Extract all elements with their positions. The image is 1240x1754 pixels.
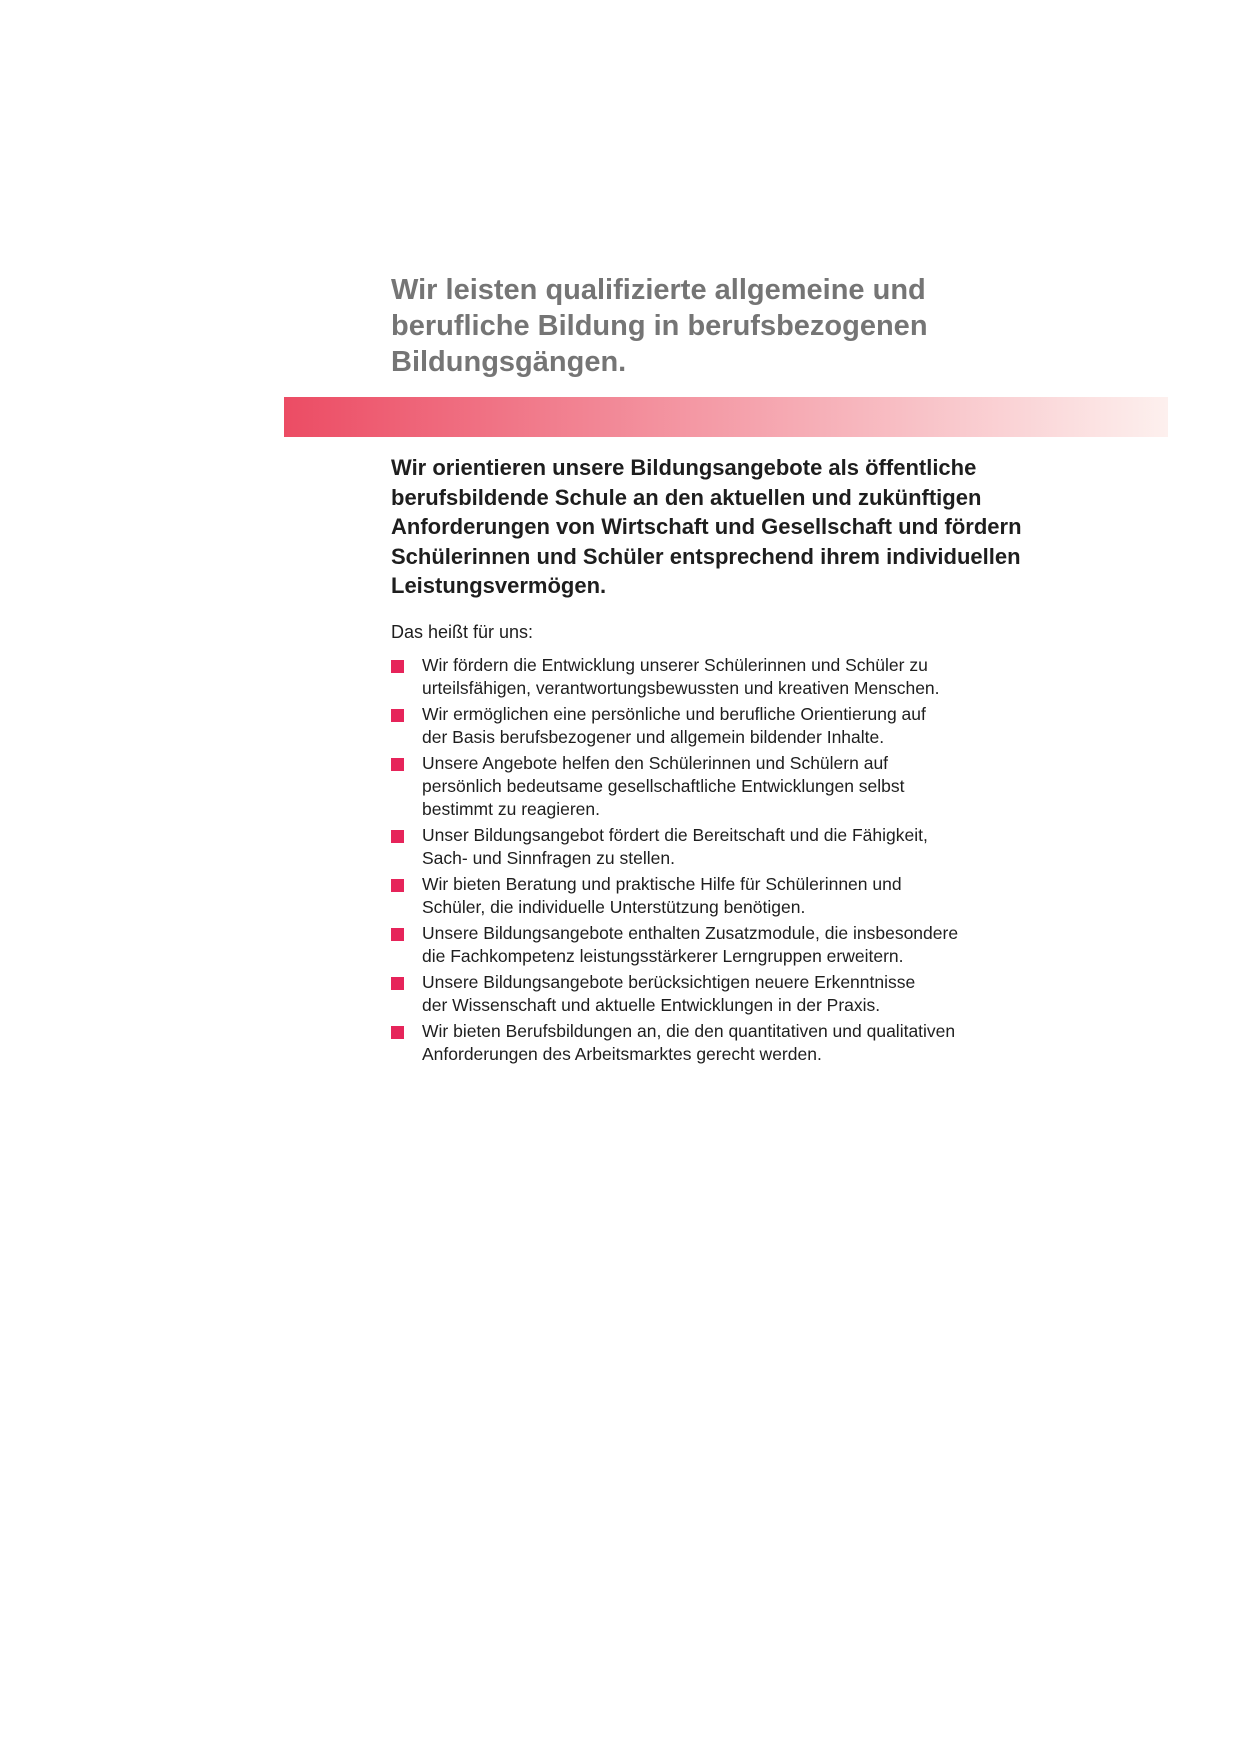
list-item-line: Schüler, die individuelle Unterstützung benötigen.	[422, 897, 806, 917]
list-item-line: Wir bieten Berufsbildungen an, die den quantitativen und qualitativen	[422, 1021, 956, 1041]
list-item-line: Unsere Angebote helfen den Schülerinnen und Schülern auf	[422, 753, 889, 773]
list-item	[391, 873, 1031, 919]
list-item-line: Wir bieten Beratung und praktische Hilfe für Schülerinnen und	[422, 874, 902, 894]
list-item-line: Unser Bildungsangebot fördert die Bereitschaft und die Fähigkeit,	[422, 825, 928, 845]
page-heading	[391, 272, 991, 380]
square-bullet-icon	[391, 709, 404, 722]
square-bullet-icon	[391, 879, 404, 892]
square-bullet-icon	[391, 977, 404, 990]
list-item-line: die Fachkompetenz leistungsstärkerer Lerngruppen erweitern.	[422, 946, 904, 966]
list-item	[391, 922, 1031, 968]
lead-line: berufsbildende Schule an den aktuellen und zukünftigen	[391, 484, 982, 510]
bullet-list	[391, 654, 1031, 1069]
list-item	[391, 971, 1031, 1017]
lead-paragraph	[391, 453, 1031, 601]
list-item-line: persönlich bedeutsame gesellschaftliche Entwicklungen selbst	[422, 776, 905, 796]
lead-line: Leistungsvermögen.	[391, 573, 607, 598]
square-bullet-icon	[391, 928, 404, 941]
square-bullet-icon	[391, 758, 404, 771]
heading-line: Bildungsgängen.	[391, 346, 627, 378]
list-item-line: Wir fördern die Entwicklung unserer Schülerinnen und Schüler zu	[422, 655, 928, 675]
intro-text: Das heißt für uns:	[391, 622, 534, 642]
list-item-line: Anforderungen des Arbeitsmarktes gerecht werden.	[422, 1044, 822, 1064]
list-item-line: der Basis berufsbezogener und allgemein bildender Inhalte.	[422, 727, 885, 747]
square-bullet-icon	[391, 660, 404, 673]
list-item	[391, 824, 1031, 870]
lead-line: Anforderungen von Wirtschaft und Gesellschaft und fördern	[391, 514, 1022, 539]
list-item	[391, 1020, 1031, 1066]
list-item	[391, 752, 1031, 821]
square-bullet-icon	[391, 1026, 404, 1039]
list-item-line: bestimmt zu reagieren.	[422, 799, 600, 819]
list-item-line: der Wissenschaft und aktuelle Entwicklungen in der Praxis.	[422, 995, 881, 1015]
lead-line: Schülerinnen und Schüler entsprechend ihrem individuellen	[391, 543, 1021, 569]
list-item-line: Unsere Bildungsangebote berücksichtigen neuere Erkenntnisse	[422, 972, 916, 992]
heading-line: Wir leisten qualifizierte allgemeine und	[391, 274, 926, 306]
heading-line: berufliche Bildung in berufsbezogenen	[391, 310, 928, 342]
square-bullet-icon	[391, 830, 404, 843]
lead-line: Wir orientieren unsere Bildungsangebote als öffentliche	[391, 455, 977, 480]
list-item-line: urteilsfähigen, verantwortungsbewussten und kreativen Menschen.	[422, 678, 940, 698]
list-item	[391, 654, 1031, 700]
list-item	[391, 703, 1031, 749]
list-item-line: Unsere Bildungsangebote enthalten Zusatzmodule, die insbesondere	[422, 923, 959, 943]
list-item-line: Sach- und Sinnfragen zu stellen.	[422, 848, 675, 868]
accent-gradient-bar	[284, 397, 1168, 437]
list-item-line: Wir ermöglichen eine persönliche und berufliche Orientierung auf	[422, 704, 926, 724]
